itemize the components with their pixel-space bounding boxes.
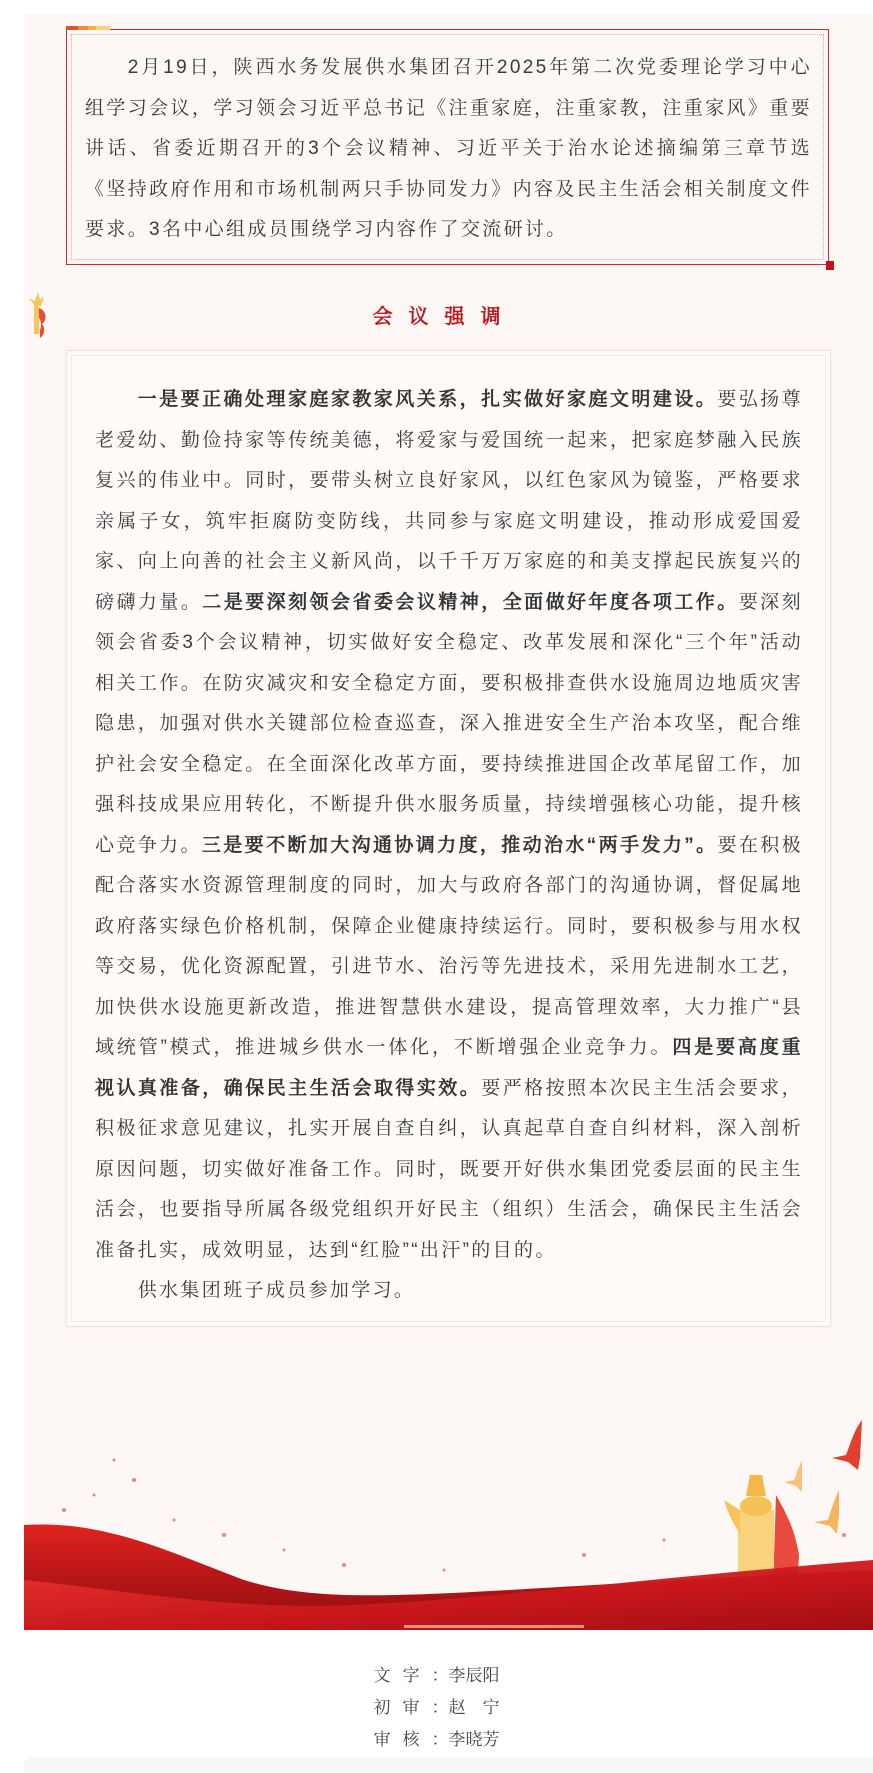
credit-final-review: 审核：李晓芳: [373, 1730, 500, 1749]
closing-paragraph: 供水集团班子成员参加学习。: [137, 1280, 416, 1301]
detail-3: 要在积极配合落实水资源管理制度的同时，加大与政府各部门的沟通协调，督促属地政府落实绿色价格机制，保障企业健康持续运行。同时，要积极参与用水权等交易，优化资源配置，引进节水、治污等先进技术，采用先进制水工艺，加快供水设施更新改造，推进智慧供水建设，提高管理效率，大力推广“县域统管”模式，推进城乡供水一体化，不断增强企业竞争力。: [95, 834, 803, 1058]
intro-paragraph: 2月19日，陕西水务发展供水集团召开2025年第二次党委理论学习中心组学习会议，学习领会习近平总书记《注重家庭，注重家教，注重家风》重要讲话、省委近期召开的3个会议精神、习近平关于治水论述摘编第三章节选《坚持政府作用和市场机制两只手协同发力》内容及民主生活会相关制度文件要求。3名中心组成员围绕学习内容作了交流研讨。: [85, 57, 812, 240]
section-title: 会议强调: [372, 306, 517, 328]
key-point-3: 三是要不断加大沟通协调力度，推动治水“两手发力”。: [201, 834, 718, 856]
main-paragraph: [95, 380, 803, 1271]
detail-4: 要严格按照本次民主生活会要求，积极征求意见建议，扎实开展自查自纠，认真起草自查自纠材料，深入剖析原因问题，切实做好准备工作。同时，既要开好供水集团党委层面的民主生活会，也要指导所属各级党组织开好民主（组织）生活会，确保民主生活会准备扎实，成效明显，达到“红脸”“出汗”的目的。: [95, 1077, 803, 1261]
detail-1: 要弘扬尊老爱幼、勤俭持家等传统美德，将爱家与爱国统一起来，把家庭梦融入民族复兴的伟业中。同时，要带头树立良好家风，以红色家风为镜鉴，严格要求亲属子女，筑牢拒腐防变防线，共同参与家庭文明建设，推动形成爱国爱家、向上向善的社会主义新风尚，以千千万万家庭的和美支撑起民族复兴的磅礴力量。: [95, 389, 803, 613]
bird-icon: [784, 1420, 862, 1534]
key-point-1: 一是要正确处理家庭家教家风关系，扎实做好家庭文明建设。: [137, 389, 718, 410]
credit-first-review: 初审：赵 宁: [373, 1698, 500, 1717]
corner-mark: [826, 261, 834, 270]
red-flag-wave-illustration: [24, 1320, 873, 1630]
decorative-bar: [66, 26, 110, 30]
credit-writer: 文字：李辰阳: [373, 1666, 500, 1685]
credits: [0, 1660, 873, 1756]
article-body: [95, 380, 803, 1312]
key-point-4: 四是要高度重视认真准备，确保民主生活会取得实效。: [95, 1037, 803, 1099]
key-point-2: 二是要深刻领会省委会议精神，全面做好年度各项工作。: [202, 591, 739, 613]
detail-2: 要深刻领会省委3个会议精神，切实做好安全稳定、改革发展和深化“三个年”活动相关工作。在防灾减灾和安全稳定方面，要积极排查供水设施周边地质灾害隐患，加强对供水关键部位检查巡查，深入推进安全生产治本攻坚，配合维护社会安全稳定。在全面深化改革方面，要持续推进国企改革尾留工作，加强科技成果应用转化，不断提升供水服务质量，持续增强核心功能，提升核心竞争力。: [95, 591, 803, 856]
bottom-bar: [24, 1757, 873, 1773]
